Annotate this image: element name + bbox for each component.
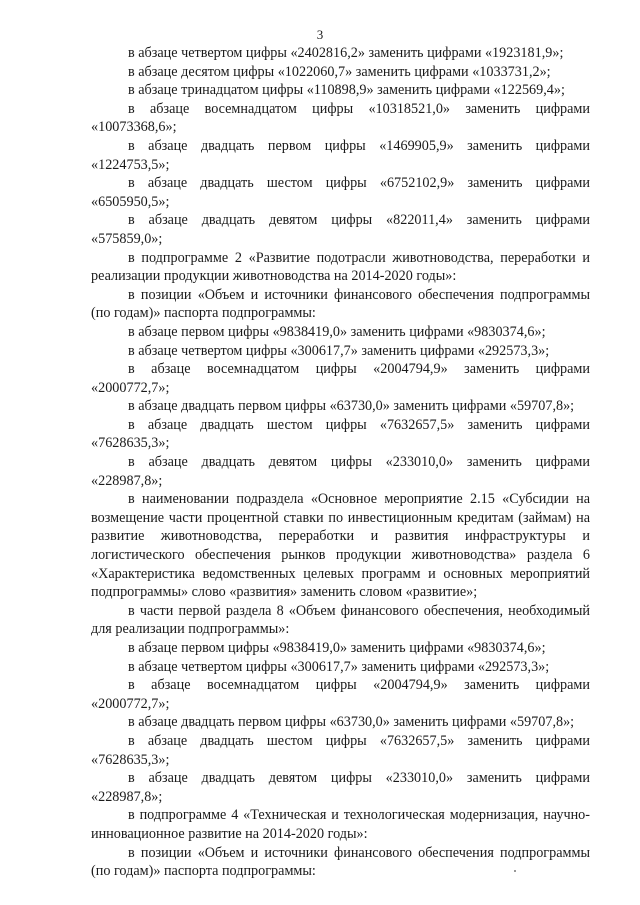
paragraph: в абзаце двадцать первом цифры «1469905,9» заменить цифрами «1224753,5»; <box>91 137 590 173</box>
paragraph: в абзаце восемнадцатом цифры «2004794,9» заменить цифрами «2000772,7»; <box>91 677 590 712</box>
paragraph: в части первой раздела 8 «Объем финансового обеспечения, необходимый для реализации подпрограммы»: <box>91 602 590 638</box>
paragraph: в абзаце первом цифры «9838419,0» заменить цифрами «9830374,6»; <box>128 323 546 340</box>
paragraph: в абзаце двадцать девятом цифры «233010,0» заменить цифрами «228987,8»; <box>91 454 590 489</box>
paragraph: в абзаце двадцать шестом цифры «7632657,5» заменить цифрами «7628635,3»; <box>91 416 590 452</box>
paragraph: в абзаце восемнадцатом цифры «10318521,0» заменить цифрами «10073368,6»; <box>91 100 590 136</box>
paragraph: в абзаце тринадцатом цифры «110898,9» заменить цифрами «122569,4»; <box>128 82 565 99</box>
paragraph: в позиции «Объем и источники финансового обеспечения подпрограммы (по годам)» паспорта подпрограммы: <box>91 286 590 322</box>
paragraph: в абзаце двадцать первом цифры «63730,0» заменить цифрами «59707,8»; <box>128 714 575 731</box>
paragraph: в абзаце четвертом цифры «300617,7» заменить цифрами «292573,3»; <box>128 658 550 675</box>
paragraph: в абзаце двадцать шестом цифры «7632657,5» заменить цифрами «7628635,3»; <box>91 732 590 768</box>
paragraph: в наименовании подраздела «Основное мероприятие 2.15 «Субсидии на возмещение части процентной ставки по инвестиционным кредитам (займам) на развитие животноводства, переработки и развития инфраструктуры и логистического обеспечения рынков продукции животноводства» раздела 6 «Характеристика ведомственных целевых программ и основных мероприятий подпрограммы» слово «развития» заменить словом «развитие»; <box>91 491 590 601</box>
paragraph: в абзаце двадцать девятом цифры «233010,0» заменить цифрами «228987,8»; <box>91 770 590 805</box>
paragraph: в абзаце десятом цифры «1022060,7» заменить цифрами «1033731,2»; <box>128 63 551 80</box>
paragraph: в абзаце четвертом цифры «2402816,2» заменить цифрами «1923181,9»; <box>128 45 564 61</box>
paragraph: в позиции «Объем и источники финансового обеспечения подпрограммы (по годам)» паспорта подпрограммы: <box>91 844 590 880</box>
paragraph: в абзаце первом цифры «9838419,0» заменить цифрами «9830374,6»; <box>128 640 546 656</box>
paragraph: в подпрограмме 4 «Техническая и технологическая модернизация, научно-инновационное развитие на 2014-2020 годы»: <box>91 807 590 842</box>
page-number: 3 <box>316 27 324 42</box>
paragraph: в абзаце двадцать первом цифры «63730,0» заменить цифрами «59707,8»; <box>128 398 575 415</box>
scan-speck <box>514 870 516 872</box>
paragraph: в абзаце двадцать шестом цифры «6752102,9» заменить цифрами «6505950,5»; <box>91 175 590 210</box>
paragraph: в подпрограмме 2 «Развитие подотрасли животноводства, переработки и реализации продукции животноводства на 2014-2020 годы»: <box>91 249 590 285</box>
paragraph: в абзаце восемнадцатом цифры «2004794,9» заменить цифрами «2000772,7»; <box>91 361 590 396</box>
paragraph: в абзаце четвертом цифры «300617,7» заменить цифрами «292573,3»; <box>128 342 550 359</box>
document-body <box>91 44 590 881</box>
paragraph: в абзаце двадцать девятом цифры «822011,4» заменить цифрами «575859,0»; <box>91 212 590 247</box>
